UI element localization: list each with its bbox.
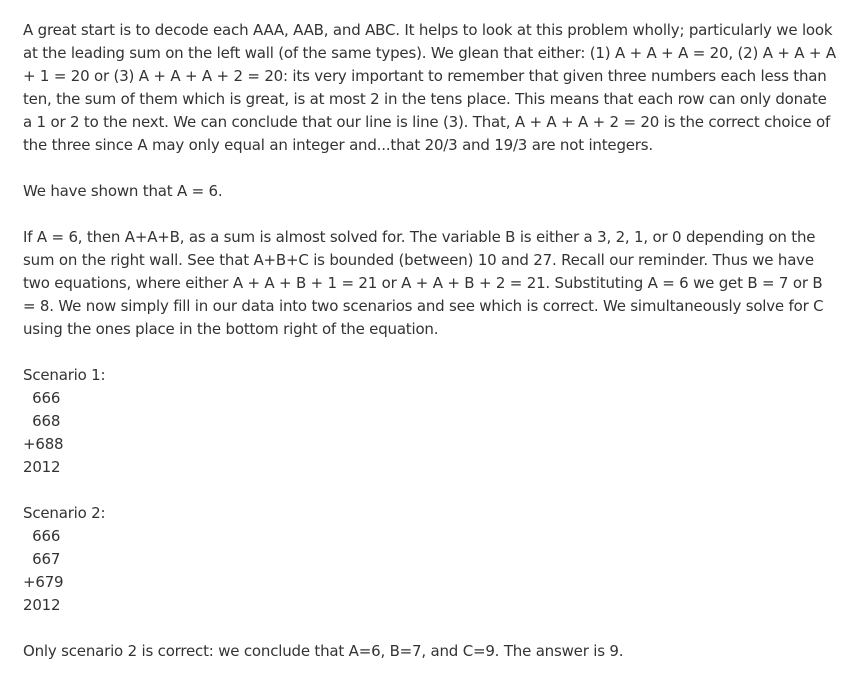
intro-paragraph: A great start is to decode each AAA, AAB, and ABC. It helps to look at this problem wholly; particularly we look at the leading sum on the left wall (of the same types). We glean that either: (1) A + A + A = 20, (2) A + A + A + 1 = 20 or (3) A + A + A + 2 = 20: its very important to remember that given three numbers each less than ten, the sum of them which is great, is at most 2 in the tens place. This means that each row can only donate a 1 or 2 to the next. We can conclude that our line is line (3). That, A + A + A + 2 = 20 is the correct choice of the three since A may only equal an integer and...that 20/3 and 19/3 are not integers. (23, 21, 836, 154)
scenario-line: 667 (23, 550, 61, 568)
paragraph-gap (23, 617, 838, 640)
scenario-1 (23, 364, 838, 479)
scenario-line: +688 (23, 435, 64, 453)
scenario-line: 666 (23, 389, 61, 407)
scenario-line: +679 (23, 573, 64, 591)
paragraph-gap (23, 341, 838, 364)
scenario-title: Scenario 2: (23, 504, 106, 522)
scenario-title: Scenario 1: (23, 366, 106, 384)
scenario-2 (23, 502, 838, 617)
paragraph-gap (23, 203, 838, 226)
scenario-line: 666 (23, 527, 61, 545)
solve-b-c-paragraph: If A = 6, then A+A+B, as a sum is almost solved for. The variable B is either a 3, 2, 1, or 0 depending on the sum on the right wall. See that A+B+C is bounded (between) 10 and 27. Recall our reminder. Thus we have two equations, where either A + A + B + 1 = 21 or A + A + B + 2 = 21. Substituting A = 6 we get B = 7 or B = 8. We now simply fill in our data into two scenarios and see which is correct. We simultaneously solve for C using the ones place in the bottom right of the equation. (23, 228, 824, 338)
conclusion-paragraph: Only scenario 2 is correct: we conclude that A=6, B=7, and C=9. The answer is 9. (23, 642, 624, 660)
scenario-line: 668 (23, 412, 61, 430)
paragraph-gap (23, 479, 838, 502)
paragraph-gap (23, 157, 838, 180)
scenario-line: 2012 (23, 458, 61, 476)
scenario-line: 2012 (23, 596, 61, 614)
solution-text (23, 19, 838, 663)
result-a-paragraph: We have shown that A = 6. (23, 182, 223, 200)
